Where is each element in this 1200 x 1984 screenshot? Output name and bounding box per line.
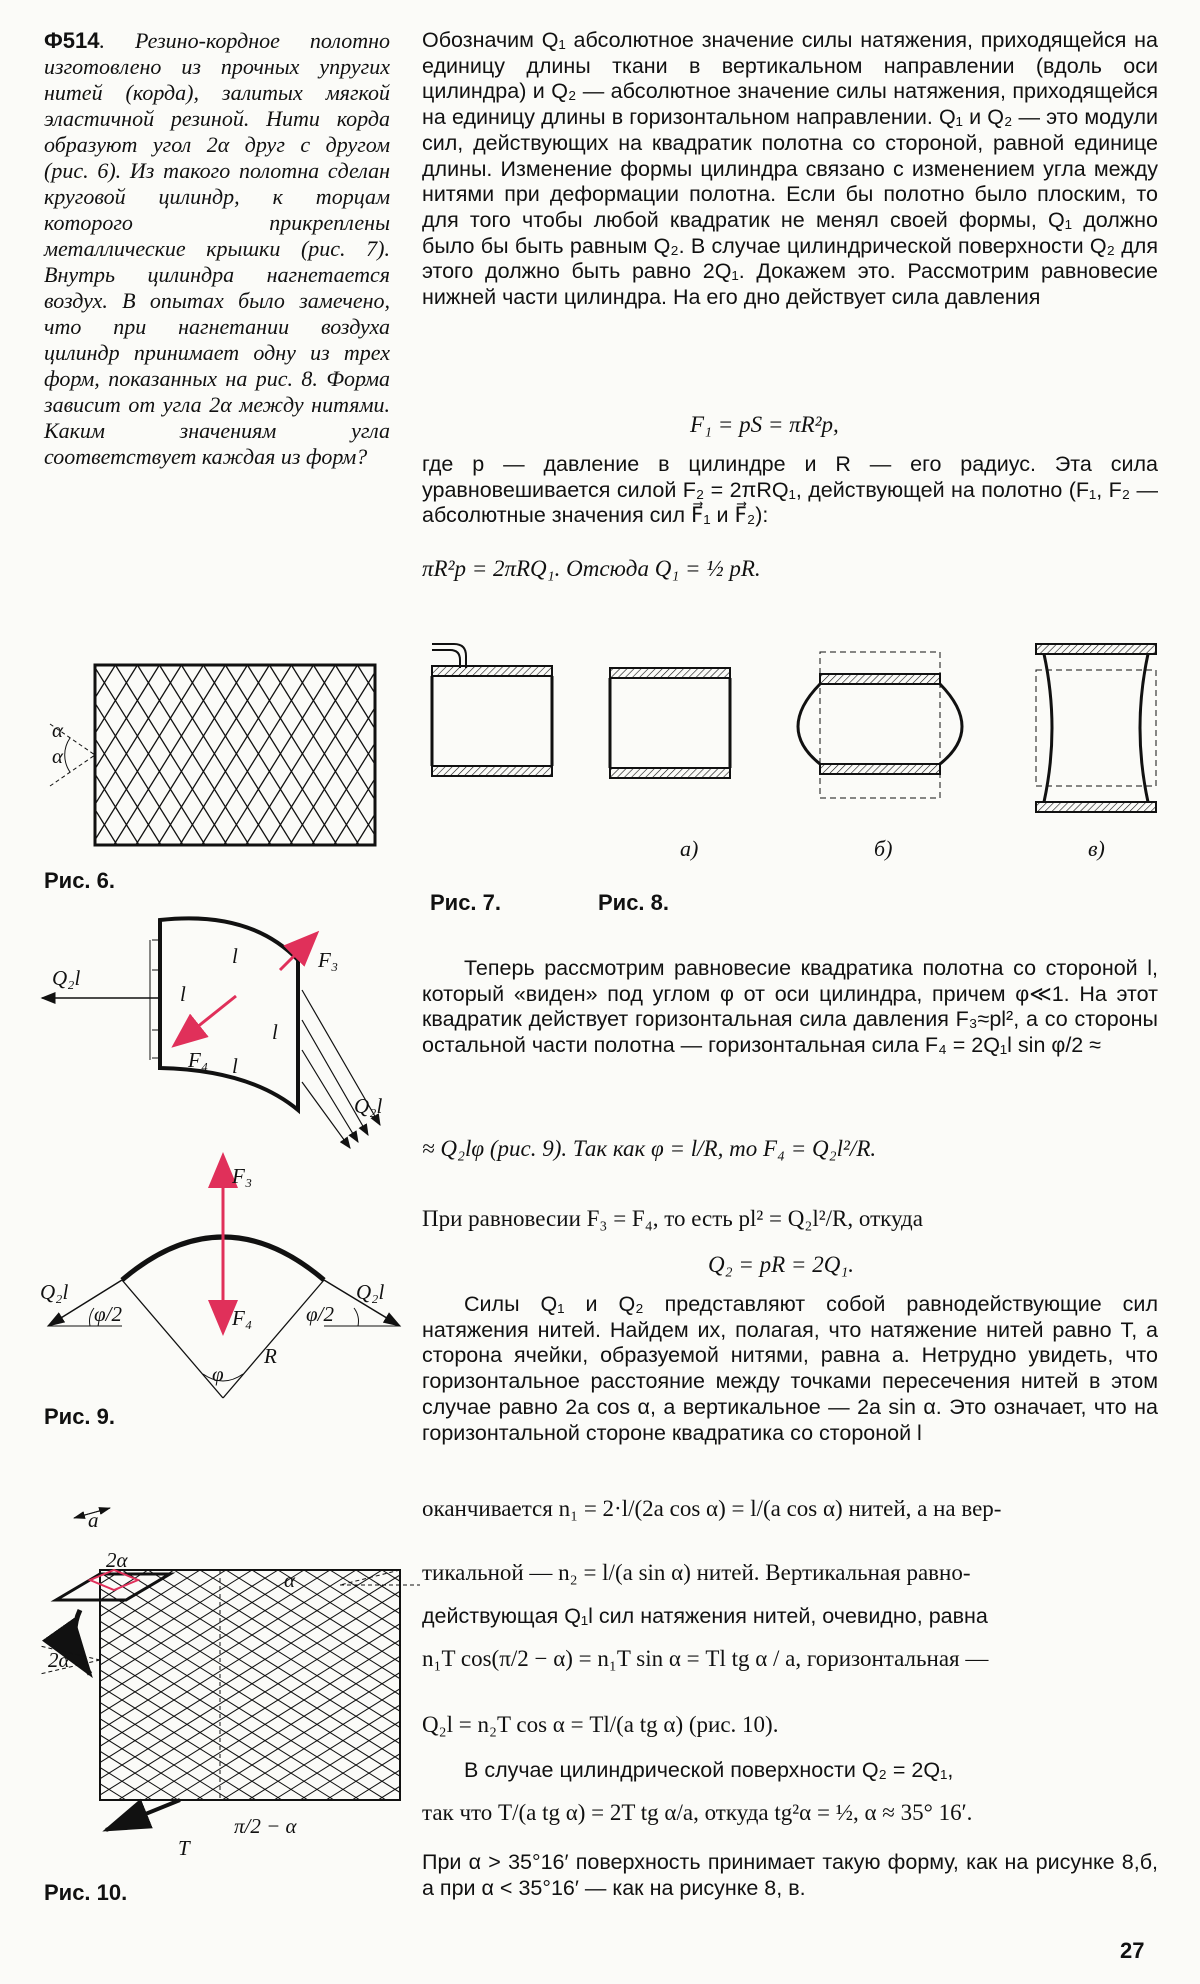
equation-horizontal-resultant: Q₂l = n₂T cos α = Tl/(a tg α) (рис. 10). — [422, 1712, 779, 1737]
equation-alpha: так что T/(a tg α) = 2T tg α/a, откуда tg²α = ½, α ≈ 35° 16′. — [422, 1800, 973, 1825]
solution-paragraph-4: Силы Q₁ и Q₂ представляют собой равнодействующие сил натяжения нитей. Найдем их, полагая, что натяжение нитей равно T, а сторона ячейки, образуемой нитями, равна a. Нетрудно увидеть, что горизонтальное расстояние между точками пересечения нитей в этом случае равно 2a cos α, а вертикальное — 2a sin α. Это означает, что на горизонтальной стороне квадратика со стороной l — [422, 1292, 1158, 1445]
hatch-line — [96, 1570, 464, 1800]
hatch-line — [0, 665, 27, 845]
hatch-line — [0, 1570, 230, 1800]
fig9-q2l-right: Q₂l — [356, 1280, 385, 1304]
problem-text: Ф514. Резино-кордное полотно изготовлено из прочных упругих нитей (корда), залитых мягкой эластичной резиной. Нити корда образуют угол 2α друг с другом (рис. 6). Из такого полотна сделан круговой цилиндр, к торцам которого прикреплены металлические крышки (рис. 7). Внутрь цилиндра нагнетается воздух. В опытах было замечено, что при нагнетании воздуха цилиндр принимает одну из трех форм, показанных на рис. 8. Форма зависит от угла 2α между нитями. Каким значениям угла соответствует каждая из форм? — [44, 28, 391, 469]
hatch-line — [0, 1570, 18, 1800]
equation-n2: тикальной — n₂ = l/(a sin α) нитей. Вертикальная равно- — [422, 1560, 971, 1585]
hatch-line — [0, 1570, 226, 1800]
equation-f4: ≈ Q₂lφ (рис. 9). Так как φ = l/R, то F₄ = Q₂l²/R. — [422, 1136, 877, 1161]
fig9a-l-right: l — [272, 1020, 278, 1044]
fig8-label-b: б) — [874, 836, 893, 861]
fig6-alpha-bottom: α — [52, 744, 64, 768]
hatch-line — [0, 1570, 70, 1800]
hatch-line — [312, 665, 424, 845]
fig9a-f4: F₄ — [188, 1048, 209, 1072]
hatch-line — [70, 665, 182, 845]
fig9a-q2l-right: Q₂l — [354, 1094, 383, 1118]
hatch-line — [291, 665, 403, 845]
fig9-q2l-left: Q₂l — [40, 1280, 69, 1304]
hatch-line — [0, 1570, 282, 1800]
page-number: 27 — [1120, 1938, 1145, 1963]
hatch-line — [0, 1570, 308, 1800]
fig8-label-c: в) — [1088, 836, 1105, 861]
fig10-2alpha-rhomb: 2α — [106, 1548, 128, 1572]
hatch-line — [181, 665, 293, 845]
fig9-f3: F₃ — [232, 1164, 253, 1188]
hatch-line — [268, 665, 380, 845]
hatch-line — [0, 1570, 152, 1800]
problem-number: Ф514 — [44, 28, 100, 53]
solution-para-5-wrap — [422, 1604, 1158, 1630]
fig10-alpha: α — [284, 1568, 296, 1592]
figure-8b-cylinder — [790, 650, 970, 800]
hatch-line — [246, 665, 358, 845]
solution-paragraph-5: действующая Q₁l сил натяжения нитей, очевидно, равна — [422, 1604, 988, 1628]
hatch-line — [202, 665, 314, 845]
hatch-line — [0, 665, 49, 845]
hatch-line — [70, 1570, 438, 1800]
solution-paragraph-6: В случае цилиндрической поверхности Q₂ = 2Q₁, — [464, 1758, 954, 1782]
hatch-line — [92, 665, 204, 845]
hatch-line — [0, 1570, 100, 1800]
fig6-alpha-top: α — [52, 718, 64, 742]
fig10-caption: Рис. 10. — [44, 1880, 128, 1905]
hatch-line — [92, 1570, 460, 1800]
fig9-f4: F₄ — [232, 1306, 253, 1330]
hatch-line — [114, 665, 226, 845]
solution-paragraph-2: где p — давление в цилиндре и R — его радиус. Эта сила уравновешивается силой F₂ = 2πRQ₁, действующей на полотно (F₁, F₂ — абсолютные значения сил F⃗₁ и F⃗₂): — [422, 452, 1158, 528]
solution-paragraph-7: При α > 35°16′ поверхность принимает такую форму, как на рисунке 8,б, а при α < 35°16′ — как на рисунке 8, в. — [422, 1850, 1158, 1900]
hatch-line — [0, 665, 95, 845]
fig9-r: R — [264, 1344, 277, 1368]
hatch-line — [14, 1570, 382, 1800]
hatch-line — [225, 665, 337, 845]
figure-6-mesh — [40, 660, 390, 860]
hatch-line — [180, 665, 292, 845]
hatch-line — [71, 665, 183, 845]
hatch-line — [136, 665, 248, 845]
equation-equilibrium: При равновесии F₃ = F₄, то есть pl² = Q₂l²/R, откуда — [422, 1206, 923, 1231]
hatch-line — [247, 665, 359, 845]
figure-8c-cylinder — [1030, 642, 1170, 822]
hatch-line — [0, 1570, 122, 1800]
fig9a-f3: F₃ — [318, 948, 339, 972]
hatch-line — [0, 1570, 278, 1800]
fig8-label-a: а) — [680, 836, 699, 861]
solution-para-3-wrap — [422, 956, 1158, 1059]
hatch-line — [290, 665, 402, 845]
problem-block — [44, 28, 390, 470]
fig10-pi2-alpha: π/2 − α — [234, 1814, 297, 1838]
equation-n1: оканчивается n₁ = 2·l/(2a cos α) = l/(a cos α) нитей, а на вер- — [422, 1496, 1002, 1521]
fig7-caption: Рис. 7. — [430, 890, 502, 915]
hatch-line — [269, 665, 381, 845]
hatch-line — [224, 665, 336, 845]
hatch-line — [0, 1570, 44, 1800]
fig9a-l-top: l — [232, 944, 238, 968]
fig6-caption: Рис. 6. — [44, 868, 116, 893]
hatch-line — [115, 665, 227, 845]
solution-paragraph-1: Обозначим Q₁ абсолютное значение силы натяжения, приходящейся на единицу длины ткани в вертикальном направлении (вдоль оси цилиндра) и Q₂ — абсолютное значение силы натяжения, приходящейся на единицу длины в горизонтальном направлении. Q₁ и Q₂ — это модули сил, действующих на квадратик полотна со стороной, равной единице длины. Изменение формы цилиндра связано с изменением угла между нитями при деформации полотна. Если бы полотно было плоским, то для того чтобы любой квадратик не менял своей формы, Q₁ должно было бы быть равным Q₂. В случае цилиндрической поверхности Q₂ для этого должно быть равно 2Q₁. Докажем это. Рассмотрим равновесие нижней части цилиндра. На его дно действует сила давления — [422, 28, 1158, 310]
hatch-line — [334, 665, 446, 845]
hatch-line — [0, 1570, 96, 1800]
hatch-line — [0, 1570, 256, 1800]
figure-7-cylinder — [430, 640, 560, 780]
fig9-phi2-right: φ/2 — [306, 1302, 334, 1326]
fig9-phi2-left: φ/2 — [94, 1302, 122, 1326]
solution-top — [422, 28, 1158, 311]
solution-para-2-wrap — [422, 452, 1158, 529]
solution-paragraph-3: Теперь рассмотрим равновесие квадратика полотна со стороной l, который «виден» под углом φ от оси цилиндра, причем φ≪1. На этот квадратик действует горизонтальная сила давления F₃≈pl², а со стороны остальной части полотна — горизонтальная сила F₄ = 2Q₁l sin φ/2 ≈ — [422, 956, 1158, 1058]
hatch-line — [40, 1570, 408, 1800]
equation-f1: F₁ = pS = πR²p, — [690, 412, 839, 437]
problem-body: Резино-кордное полотно изготовлено из прочных упругих нитей (корда), залитых мягкой эластичной резиной. Нити корда образуют угол 2α друг с другом (рис. 6). Из такого полотна сделан круговой цилиндр, к торцам которого прикреплены металлические крышки (рис. 7). Внутрь цилиндра нагнетается воздух. В опытах было замечено, что при нагнетании воздуха цилиндр принимает одну из трех форм, показанных на рис. 8. Форма зависит от угла 2α между нитями. Каким значениям угла соответствует каждая из форм? — [44, 28, 391, 469]
hatch-line — [313, 665, 425, 845]
hatch-line — [0, 1570, 334, 1800]
hatch-line — [0, 1570, 126, 1800]
hatch-line — [49, 665, 161, 845]
hatch-line — [18, 1570, 386, 1800]
fig10-t: T — [178, 1836, 190, 1860]
fig10-2alpha-side: 2α — [48, 1648, 70, 1672]
fig9a-l-left: l — [180, 982, 186, 1006]
figure-10-mesh — [40, 1500, 420, 1860]
hatch-line — [0, 665, 93, 845]
hatch-line — [159, 665, 271, 845]
solution-para-4-wrap — [422, 1292, 1158, 1446]
hatch-line — [93, 665, 205, 845]
fig8-caption: Рис. 8. — [598, 890, 670, 915]
fig9a-l-bottom: l — [232, 1054, 238, 1078]
fig9-phi: φ — [212, 1362, 224, 1386]
fig10-a: a — [88, 1508, 99, 1532]
hatch-line — [26, 665, 138, 845]
equation-vertical-resultant: n₁T cos(π/2 − α) = n₁T sin α = Tl tg α / a, горизонтальная — — [422, 1646, 989, 1671]
figure-8a-cylinder — [608, 666, 738, 780]
hatch-line — [158, 665, 270, 845]
hatch-line — [203, 665, 315, 845]
fig9a-q2l-left: Q₂l — [52, 966, 81, 990]
fig9-caption: Рис. 9. — [44, 1404, 116, 1429]
solution-para-6-wrap — [422, 1758, 1158, 1784]
solution-para-7-wrap — [422, 1850, 1158, 1901]
equation-q1: πR²p = 2πRQ₁. Отсюда Q₁ = ½ pR. — [422, 556, 761, 581]
hatch-line — [137, 665, 249, 845]
hatch-line — [0, 665, 5, 845]
hatch-line — [27, 665, 139, 845]
equation-q2: Q₂ = pR = 2Q₁. — [708, 1252, 855, 1277]
hatch-line — [66, 1570, 434, 1800]
